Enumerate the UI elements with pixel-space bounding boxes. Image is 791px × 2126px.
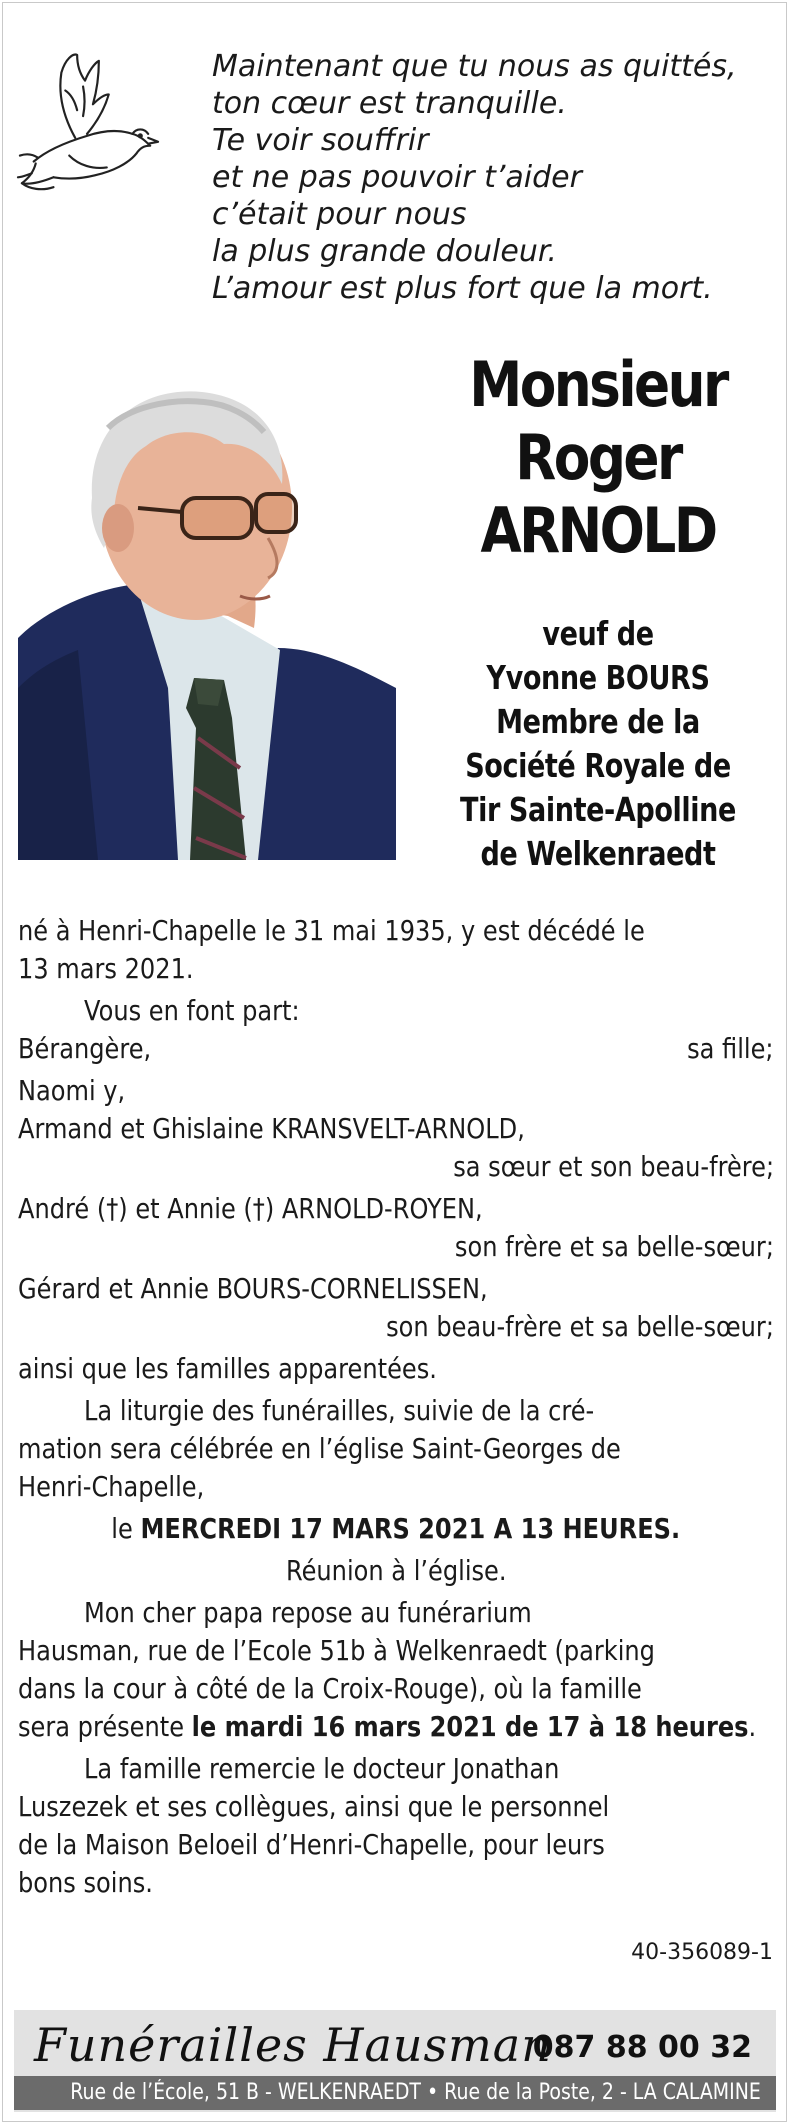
poem-line: Te voir souffrir: [212, 123, 429, 158]
rest-line: Hausman, rue de l’Ecole 51b à Welkenraedt (parking: [18, 1634, 655, 1667]
liturgy-line: mation sera célébrée en l’église Saint-Georges de: [18, 1432, 621, 1465]
date-prefix: le: [111, 1512, 134, 1545]
rest-line: [18, 1708, 756, 1746]
family-relation: son beau-frère et sa belle-sœur;: [386, 1310, 774, 1343]
announce-line: Vous en font part:: [84, 994, 300, 1027]
family-name: Armand et Ghislaine KRANSVELT-ARNOLD,: [18, 1112, 525, 1145]
thanks-line: La famille remercie le docteur Jonathan: [84, 1752, 560, 1785]
poem-line: L’amour est plus fort que la mort.: [212, 271, 713, 306]
detail-line: Yvonne BOURS: [486, 658, 710, 697]
liturgy-line: Henri-Chapelle,: [18, 1470, 205, 1503]
obituary-body: [18, 912, 774, 1902]
poem-line: Maintenant que tu nous as quittés,: [212, 49, 737, 84]
birth-line: né à Henri-Chapelle le 31 mai 1935, y est décédé le: [18, 914, 645, 947]
poem-line: c’était pour nous: [212, 197, 467, 232]
first-name: Roger: [515, 421, 681, 494]
deceased-details: [420, 612, 776, 876]
poem-line: ton cœur est tranquille.: [212, 86, 567, 121]
family-name: Naomi y,: [18, 1074, 126, 1107]
family-name: Gérard et Annie BOURS-CORNELISSEN,: [18, 1272, 488, 1305]
families-line: ainsi que les familles apparentées.: [18, 1352, 437, 1385]
last-name: ARNOLD: [480, 494, 716, 567]
thanks-line: Luszezek et ses collègues, ainsi que le personnel: [18, 1790, 610, 1823]
meeting-line: Réunion à l’église.: [285, 1554, 507, 1587]
rest-suffix: .: [748, 1710, 757, 1743]
birth-line: 13 mars 2021.: [18, 952, 194, 985]
address-text: Rue de l’École, 51 B - WELKENRAEDT • Rue de la Poste, 2 - LA CALAMINE: [70, 2080, 761, 2105]
poem-line: la plus grande douleur.: [212, 234, 557, 269]
liturgy-line: La liturgie des funérailles, suivie de la cré-: [84, 1394, 595, 1427]
funeral-home-phone: 087 88 00 32: [532, 2030, 752, 2065]
funeral-home-address: [14, 2076, 776, 2110]
family-name: Bérangère,: [18, 1032, 152, 1065]
detail-line: Membre de la: [496, 702, 700, 741]
thanks-line: de la Maison Beloeil d’Henri-Chapelle, pour leurs: [18, 1828, 605, 1861]
date-bold: MERCREDI 17 MARS 2021 A 13 HEURES.: [140, 1512, 681, 1545]
honorific: Monsieur: [469, 348, 727, 421]
detail-line: de Welkenraedt: [480, 834, 716, 873]
poem-line: et ne pas pouvoir t’aider: [212, 160, 582, 195]
rest-bold: le mardi 16 mars 2021 de 17 à 18 heures: [191, 1710, 749, 1743]
deceased-name: [428, 348, 768, 567]
ceremony-date: [112, 1510, 681, 1548]
funeral-home-name: Funérailles Hausman: [34, 2018, 552, 2072]
poem: [212, 48, 772, 307]
thanks-line: bons soins.: [18, 1866, 153, 1899]
portrait-photo: [18, 388, 396, 860]
reference-number: 40-356089-1: [631, 1940, 773, 1965]
detail-line: Société Royale de: [465, 746, 731, 785]
family-relation: son frère et sa belle-sœur;: [454, 1230, 774, 1263]
family-name: André (†) et Annie (†) ARNOLD-ROYEN,: [18, 1192, 483, 1225]
family-relation: sa sœur et son beau-frère;: [453, 1150, 774, 1183]
family-relation: sa fille;: [687, 1032, 774, 1065]
dove-icon: [14, 50, 162, 200]
detail-line: Tir Sainte-Apolline: [460, 790, 736, 829]
rest-prefix: sera présente: [18, 1710, 185, 1743]
rest-line: Mon cher papa repose au funérarium: [84, 1596, 532, 1629]
funeral-home-footer: [14, 2010, 776, 2112]
detail-line: veuf de: [542, 614, 654, 653]
rest-line: dans la cour à côté de la Croix-Rouge), où la famille: [18, 1672, 642, 1705]
